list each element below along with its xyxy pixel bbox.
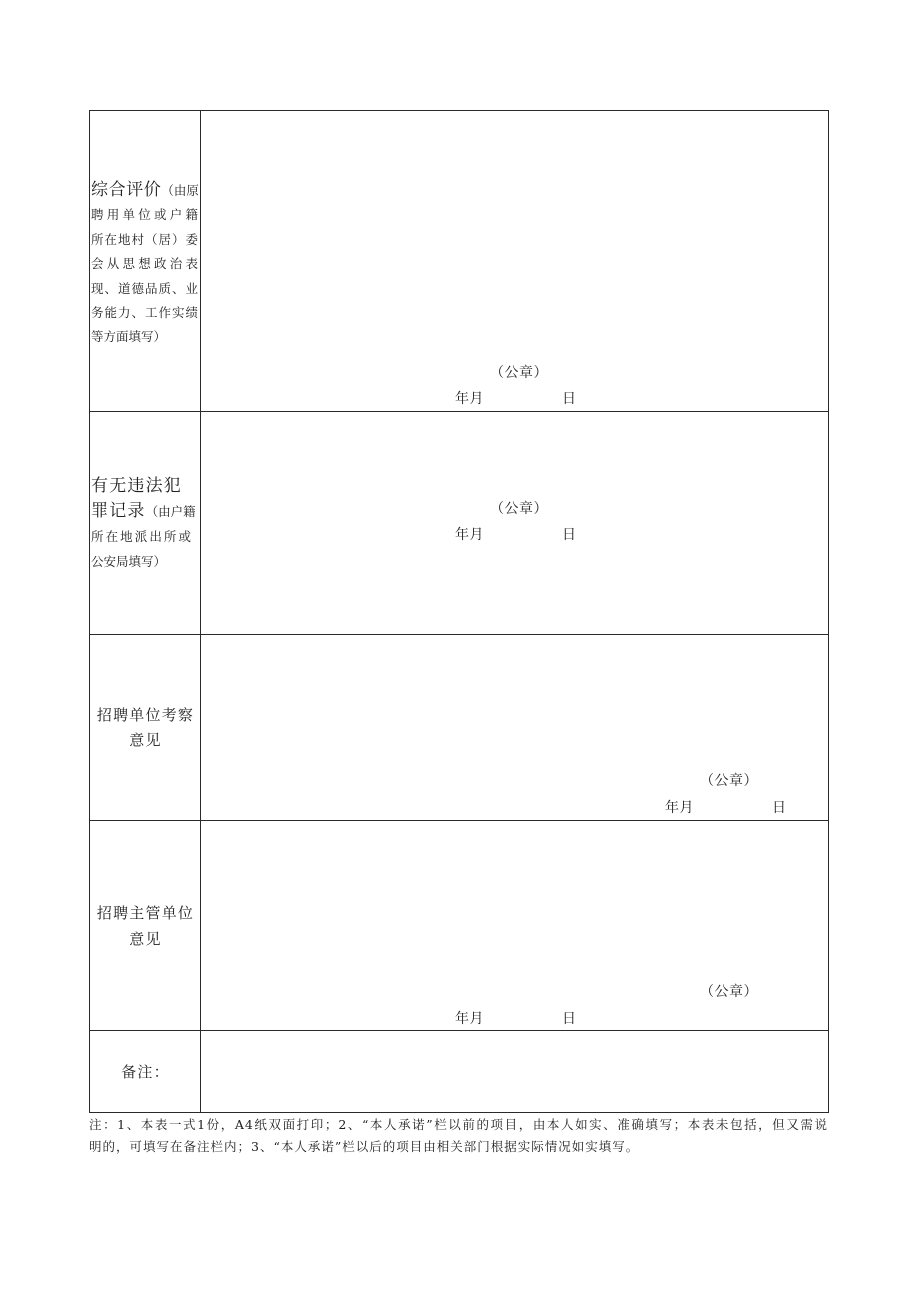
- employer-review-title-line: 招聘单位考察: [96, 706, 195, 724]
- criminal-record-content-cell: [201, 412, 828, 634]
- employer-review-content-cell: [201, 635, 828, 820]
- remarks-label: 备注：: [121, 1063, 170, 1081]
- criminal-record-note-line: 所在地派出所或: [91, 529, 191, 544]
- authority-review-content-cell: [201, 821, 828, 1030]
- criminal-record-title: 罪记录: [91, 501, 146, 521]
- remarks-row: [90, 1031, 828, 1113]
- authority-review-seal-label: （公章）: [700, 984, 758, 1000]
- footnote-line: 明的，可填写在备注栏内；3、“本人承诺”栏以后的项目由相关部门根据实际情况如实填写。: [89, 1139, 640, 1154]
- evaluation-note-line: 务能力、工作实绩: [91, 305, 198, 321]
- criminal-record-day-label: 日: [562, 527, 577, 543]
- form-table: [89, 110, 829, 1113]
- authority-review-day-label: 日: [562, 1011, 577, 1027]
- authority-review-title-line: 意见: [129, 930, 162, 948]
- employer-review-seal-label: （公章）: [700, 773, 758, 789]
- evaluation-note-line: 会从思想政治表: [91, 256, 198, 272]
- authority-review-row: [90, 821, 828, 1031]
- authority-review-label-cell: [90, 821, 201, 1030]
- criminal-record-title-note: （由户籍: [145, 504, 196, 519]
- authority-review-title-line: 招聘主管单位: [96, 904, 195, 922]
- evaluation-content-cell: [201, 111, 828, 411]
- evaluation-note-line: 所在地村（居）委: [91, 231, 198, 247]
- criminal-record-label-cell: [90, 412, 201, 634]
- remarks-label-cell: [90, 1031, 201, 1112]
- evaluation-year-month-label: 年月: [455, 391, 484, 407]
- criminal-record-note-line: 公安局填写）: [91, 554, 167, 569]
- evaluation-seal-label: （公章）: [490, 365, 548, 381]
- evaluation-note-line: 等方面填写）: [91, 329, 167, 345]
- employer-review-label-cell: [90, 635, 201, 820]
- criminal-record-title-line2: [91, 499, 200, 524]
- criminal-record-title-line1: 有无违法犯: [91, 476, 182, 496]
- evaluation-note-line: 现、道德品质、业: [91, 280, 198, 296]
- employer-review-year-month-label: 年月: [665, 800, 694, 816]
- remarks-content-cell: [201, 1031, 828, 1112]
- footnote-line: 注：1、本表一式1份，A4纸双面打印；2、“本人承诺”栏以前的项目，由本人如实、准确填写；本表未包括，但又需说: [89, 1117, 828, 1132]
- evaluation-day-label: 日: [562, 391, 577, 407]
- evaluation-row: [90, 111, 828, 412]
- criminal-record-year-month-label: 年月: [455, 527, 484, 543]
- employer-review-row: [90, 635, 828, 821]
- evaluation-title-line: [91, 178, 200, 203]
- employer-review-title-line: 意见: [129, 731, 162, 749]
- evaluation-label-cell: [90, 111, 201, 411]
- authority-review-year-month-label: 年月: [455, 1011, 484, 1027]
- employer-review-day-label: 日: [772, 800, 787, 816]
- footnote: [89, 1114, 828, 1158]
- evaluation-title: 综合评价: [91, 180, 162, 200]
- evaluation-title-note: （由原: [161, 183, 199, 198]
- criminal-record-seal-label: （公章）: [490, 501, 548, 517]
- criminal-record-row: [90, 412, 828, 635]
- evaluation-note-line: 聘用单位或户籍: [91, 207, 198, 223]
